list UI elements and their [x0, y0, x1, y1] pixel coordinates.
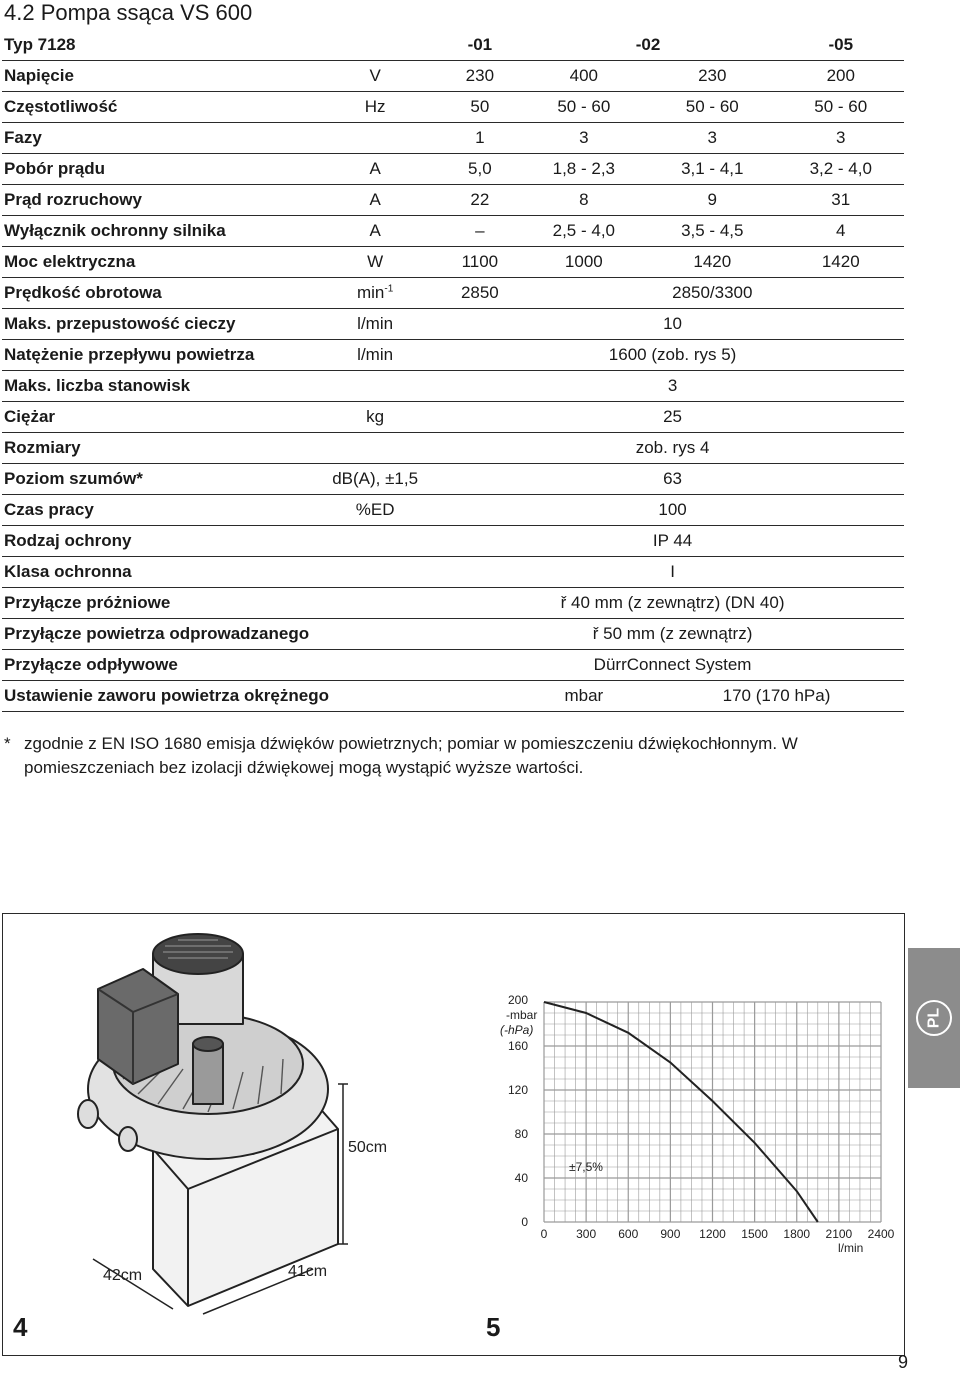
row-unit [309, 123, 439, 154]
table-row [2, 557, 904, 588]
row-value: 10 [439, 309, 904, 340]
table-row [2, 123, 904, 154]
table-row [2, 340, 904, 371]
x-tick-label: 1200 [699, 1227, 726, 1241]
row-value: – [439, 216, 518, 247]
y-tick-label: 160 [507, 1039, 528, 1053]
row-label: Prąd rozruchowy [2, 185, 309, 216]
row-label: Napięcie [2, 61, 309, 92]
section-title: 4.2 Pompa ssąca VS 600 [4, 0, 253, 25]
table-row-valve [2, 681, 904, 712]
row-label: Maks. przepustowość cieczy [2, 309, 309, 340]
row-value: 2850 [439, 278, 518, 309]
row-value: 2850/3300 [519, 278, 904, 309]
row-unit: dB(A), ±1,5 [309, 464, 439, 495]
header-col-02: -02 [519, 30, 776, 61]
page-number: 9 [897, 1352, 908, 1372]
x-tick-label: 900 [660, 1227, 681, 1241]
table-row [2, 588, 904, 619]
figure-4-number: 4 [13, 1312, 28, 1342]
row-label: Pobór prądu [2, 154, 309, 185]
header-col-05: -05 [776, 30, 905, 61]
table-row [2, 650, 904, 681]
row-value: ř 40 mm (z zewnątrz) (DN 40) [439, 588, 904, 619]
row-value: 200 [776, 61, 905, 92]
row-value: IP 44 [439, 526, 904, 557]
row-value: 1,8 - 2,3 [519, 154, 647, 185]
spec-table [2, 30, 904, 712]
x-tick-label: 300 [576, 1227, 597, 1241]
row-value: ř 50 mm (z zewnątrz) [439, 619, 904, 650]
language-tab [908, 948, 960, 1088]
row-value: 230 [647, 61, 775, 92]
row-unit: A [309, 216, 439, 247]
row-value: 1100 [439, 247, 518, 278]
row-unit [309, 650, 439, 681]
row-value: 8 [519, 185, 647, 216]
row-label: Przyłącze odpływowe [2, 650, 309, 681]
table-header-row [2, 30, 904, 61]
table-row-speed [2, 278, 904, 309]
table-row [2, 371, 904, 402]
row-value: 3,2 - 4,0 [776, 154, 905, 185]
table-row [2, 495, 904, 526]
row-label: Rodzaj ochrony [2, 526, 309, 557]
row-unit [309, 526, 439, 557]
y-tick-label: 200 [507, 993, 528, 1007]
y-label-1: -mbar [506, 1008, 538, 1022]
row-value: 1600 (zob. rys 5) [439, 340, 904, 371]
table-row [2, 154, 904, 185]
row-value: zob. rys 4 [439, 433, 904, 464]
dim-depth-label: 42cm [103, 1267, 143, 1284]
row-value: 3 [519, 123, 647, 154]
table-row [2, 92, 904, 123]
flow-pressure-chart [476, 914, 904, 1355]
row-value: 100 [439, 495, 904, 526]
row-unit: %ED [309, 495, 439, 526]
row-label: Prędkość obrotowa [2, 278, 309, 309]
header-type-label: Typ 7128 [2, 30, 309, 61]
row-value: 22 [439, 185, 518, 216]
x-tick-label-zero: 0 [540, 1227, 548, 1241]
row-label: Częstotliwość [2, 92, 309, 123]
row-label: Fazy [2, 123, 309, 154]
row-value: 400 [519, 61, 647, 92]
row-value: 5,0 [439, 154, 518, 185]
row-value: 50 - 60 [776, 92, 905, 123]
row-value: 3 [439, 371, 904, 402]
row-label: Rozmiary [2, 433, 309, 464]
pl-badge [908, 948, 960, 1088]
y-tick-label: 40 [514, 1171, 528, 1185]
row-value: 9 [647, 185, 775, 216]
footnote-text: zgodnie z EN ISO 1680 emisja dźwięków powietrznych; pomiar w pomieszczeniu dźwiękochłonnym. W pomieszczeniach bez izolacji dźwiękowej mogą wystąpić wyższe wartości. [24, 734, 798, 777]
row-value: 25 [439, 402, 904, 433]
row-value: 1420 [776, 247, 905, 278]
y-tick-label: 80 [514, 1127, 528, 1141]
table-row [2, 216, 904, 247]
row-label: Czas pracy [2, 495, 309, 526]
row-value: 4 [776, 216, 905, 247]
table-row [2, 247, 904, 278]
figure-4-pump-drawing [2, 913, 477, 1356]
row-value: 3,5 - 4,5 [647, 216, 775, 247]
speed-unit: min [356, 283, 385, 302]
speed-unit-exponent: -1 [384, 283, 394, 295]
row-value: 2,5 - 4,0 [519, 216, 647, 247]
figure-5-chart [476, 913, 905, 1356]
row-label: Ustawienie zaworu powietrza okrężnego [2, 681, 439, 712]
row-value: DürrConnect System [439, 650, 904, 681]
y-tick-label: 120 [507, 1083, 528, 1097]
table-row [2, 309, 904, 340]
row-value: 3 [776, 123, 905, 154]
y-tick-label: 0 [521, 1215, 528, 1229]
row-value: 50 - 60 [519, 92, 647, 123]
header-unit-cell [309, 30, 439, 61]
row-unit: V [309, 61, 439, 92]
row-label: Przyłącze powietrza odprowadzanego [2, 619, 309, 650]
row-label: Przyłącze próżniowe [2, 588, 309, 619]
tolerance-label: ±7,5% [569, 1160, 603, 1174]
table-row [2, 464, 904, 495]
row-value: 230 [439, 61, 518, 92]
row-unit: Hz [309, 92, 439, 123]
row-unit [309, 588, 439, 619]
y-label-2: (-hPa) [500, 1023, 534, 1037]
row-value: 3,1 - 4,1 [647, 154, 775, 185]
row-label: Ciężar [2, 402, 309, 433]
x-tick-label: 1500 [741, 1227, 768, 1241]
row-unit: l/min [309, 309, 439, 340]
x-tick-label: 1800 [783, 1227, 811, 1241]
row-value: 1 [439, 123, 518, 154]
row-unit: mbar [519, 681, 647, 712]
table-row [2, 185, 904, 216]
dim-width-label: 41cm [288, 1263, 328, 1280]
row-label: Poziom szumów* [2, 464, 309, 495]
row-unit: kg [309, 402, 439, 433]
x-unit-label: l/min [838, 1241, 864, 1255]
dim-height-label: 50cm [348, 1139, 388, 1156]
row-unit [309, 433, 439, 464]
row-value: 170 (170 hPa) [647, 681, 904, 712]
row-spacer [439, 681, 518, 712]
row-label: Maks. liczba stanowisk [2, 371, 309, 402]
row-unit [309, 371, 439, 402]
row-value: 1000 [519, 247, 647, 278]
row-unit: A [309, 185, 439, 216]
language-tab-label: PL [925, 1007, 943, 1029]
row-unit: W [309, 247, 439, 278]
pump-illustration [3, 914, 476, 1355]
row-unit: l/min [309, 340, 439, 371]
footnote [4, 732, 904, 780]
x-tick-label: 600 [618, 1227, 639, 1241]
x-tick-label: 2100 [825, 1227, 853, 1241]
row-value: 31 [776, 185, 905, 216]
figure-5-number: 5 [486, 1312, 501, 1342]
row-value: 1420 [647, 247, 775, 278]
row-value: I [439, 557, 904, 588]
row-value: 3 [647, 123, 775, 154]
header-col-01: -01 [439, 30, 518, 61]
row-value: 50 - 60 [647, 92, 775, 123]
table-row [2, 619, 904, 650]
row-label: Klasa ochronna [2, 557, 309, 588]
x-tick-label: 2400 [867, 1227, 895, 1241]
row-unit [309, 619, 439, 650]
footnote-star: * [4, 734, 11, 753]
row-label: Natężenie przepływu powietrza [2, 340, 309, 371]
row-unit [309, 557, 439, 588]
row-unit: A [309, 154, 439, 185]
table-row [2, 61, 904, 92]
table-row [2, 433, 904, 464]
row-label: Moc elektryczna [2, 247, 309, 278]
row-label: Wyłącznik ochronny silnika [2, 216, 309, 247]
table-row [2, 402, 904, 433]
row-value: 50 [439, 92, 518, 123]
row-value: 63 [439, 464, 904, 495]
row-unit [309, 278, 439, 309]
table-row [2, 526, 904, 557]
